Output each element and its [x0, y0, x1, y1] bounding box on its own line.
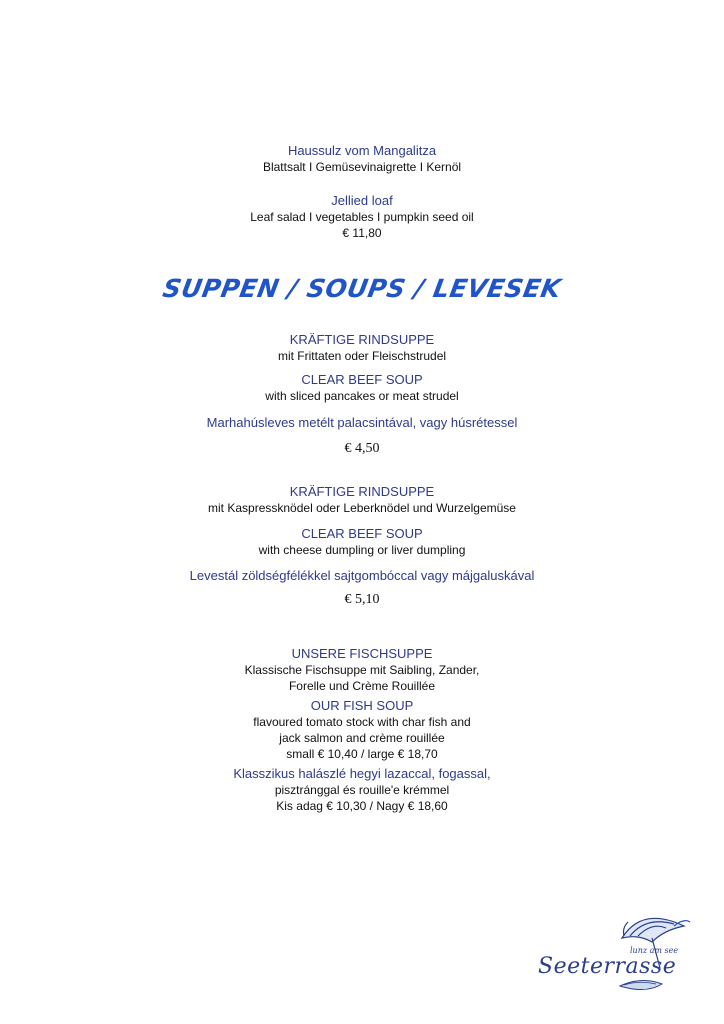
soup3-price-hu: Kis adag € 10,30 / Nagy € 18,60: [276, 799, 448, 813]
soup2-desc-en: with cheese dumpling or liver dumpling: [258, 543, 466, 557]
soup1-title-en: CLEAR BEEF SOUP: [301, 372, 423, 387]
soup3-desc-en-2: jack salmon and crème rouillée: [279, 731, 445, 745]
starter-title-de: Haussulz vom Mangalitza: [287, 143, 437, 158]
soup2-price: € 5,10: [344, 592, 380, 607]
soup2-title-en: CLEAR BEEF SOUP: [301, 526, 423, 541]
soup3-desc-de-2: Forelle und Crème Rouillée: [288, 679, 436, 693]
logo-name: Seeterrasse: [538, 954, 677, 979]
seeterrasse-logo: [534, 908, 694, 996]
soup1-price: € 4,50: [344, 441, 380, 456]
soup1-title-hu: Marhahúsleves metélt palacsintával, vagy húsrétessel: [206, 415, 518, 430]
soup1-desc-de: mit Frittaten oder Fleischstrudel: [277, 349, 447, 363]
starter-title-en: Jellied loaf: [331, 193, 393, 208]
soup3-title-en: OUR FISH SOUP: [310, 698, 414, 713]
starter-price: € 11,80: [342, 226, 382, 240]
starter-desc-de: Blattsalt I Gemüsevinaigrette I Kernöl: [262, 160, 462, 174]
soup3-block: [0, 645, 724, 814]
soup2-block: [0, 483, 724, 608]
soup3-desc-hu: pisztránggal és rouille'e krémmel: [274, 783, 450, 797]
logo-subtitle: lunz am see: [630, 946, 679, 955]
soup2-title-hu: Levestál zöldségfélékkel sajtgombóccal vagy májgaluskával: [189, 568, 535, 583]
soup1-desc-en: with sliced pancakes or meat strudel: [265, 389, 459, 403]
soup1-block: [0, 331, 724, 457]
soup2-desc-de: mit Kaspressknödel oder Leberknödel und Wurzelgemüse: [208, 501, 516, 515]
starter-desc-en: Leaf salad I vegetables I pumpkin seed oil: [250, 210, 474, 224]
soup2-title-de: KRÄFTIGE RINDSUPPE: [289, 484, 435, 499]
soup3-desc-de-1: Klassische Fischsuppe mit Saibling, Zander,: [244, 663, 480, 677]
soup3-title-de: UNSERE FISCHSUPPE: [291, 646, 433, 661]
soup3-title-hu: Klasszikus halászlé hegyi lazaccal, fogassal,: [233, 766, 491, 781]
section-heading: SUPPEN / SOUPS / LEVESEK: [160, 274, 564, 303]
soup3-desc-en-1: flavoured tomato stock with char fish and: [253, 715, 471, 729]
soup3-price-en: small € 10,40 / large € 18,70: [286, 747, 438, 761]
starter-block: [0, 142, 724, 241]
soup1-title-de: KRÄFTIGE RINDSUPPE: [289, 332, 435, 347]
